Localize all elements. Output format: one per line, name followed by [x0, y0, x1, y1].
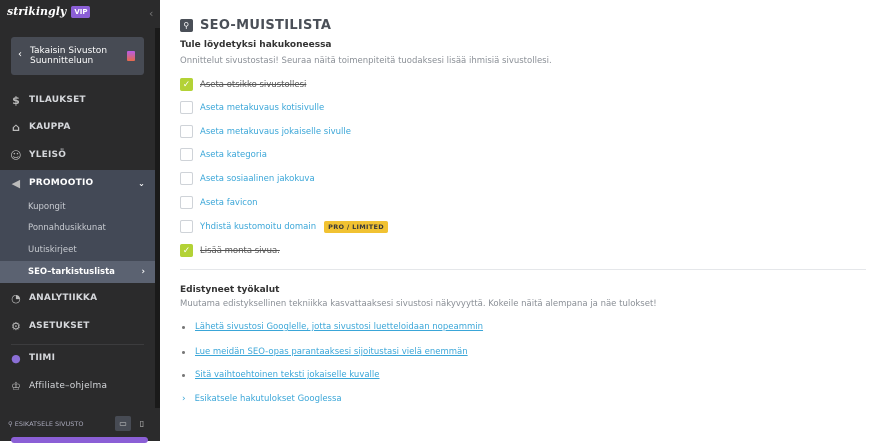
- sidebar-sub-kupongit[interactable]: Kupongit: [28, 202, 66, 212]
- sidebar-item-asetukset[interactable]: [0, 315, 155, 337]
- link-item: [182, 370, 380, 380]
- preview-row: [8, 416, 150, 431]
- submit-to-google-link[interactable]: Lähetä sivustosi Googlelle, jotta sivustosi luetteloidaan nopeammin: [195, 322, 484, 332]
- upgrade-button[interactable]: [11, 437, 148, 443]
- checklist-item: [180, 78, 306, 91]
- preview-google-toggle[interactable]: [182, 394, 342, 404]
- checkbox[interactable]: ✓: [180, 244, 193, 257]
- mobile-preview-icon[interactable]: ▯: [139, 419, 145, 428]
- label: YLEISÖ: [29, 150, 67, 160]
- checkbox[interactable]: [180, 125, 193, 138]
- label: TILAUKSET: [29, 95, 86, 105]
- label: ESIKATSELE SIVUSTO: [14, 419, 84, 428]
- megaphone-icon: ◀: [11, 176, 21, 190]
- sidebar: [0, 0, 160, 441]
- checklist-item: [180, 148, 267, 161]
- sidebar-sub-seo[interactable]: [0, 261, 155, 283]
- store-icon: ⌂: [11, 120, 21, 134]
- alt-text-link[interactable]: Sitä vaihtoehtoinen teksti jokaiselle kuvalle: [195, 370, 380, 380]
- checklist-label[interactable]: Aseta otsikko sivustollesi: [200, 79, 307, 90]
- sidebar-sub-uutiskirjeet[interactable]: Uutiskirjeet: [28, 245, 77, 255]
- checklist-label[interactable]: Aseta metakuvaus kotisivulle: [200, 102, 325, 113]
- bullet: [182, 326, 185, 329]
- label: PROMOOTIO: [29, 178, 94, 188]
- preview-site-button[interactable]: [8, 420, 112, 428]
- checklist-label[interactable]: Aseta sosiaalinen jakokuva: [200, 173, 315, 184]
- checkbox[interactable]: [180, 220, 193, 233]
- chevron-right-icon: ›: [141, 267, 145, 277]
- sidebar-item-promootio[interactable]: [0, 172, 155, 194]
- page-title: [180, 18, 331, 33]
- team-icon: ●: [11, 351, 21, 365]
- sidebar-item-tiimi[interactable]: [0, 347, 155, 369]
- desktop-preview-icon[interactable]: ▭: [115, 416, 131, 431]
- chevron-right-icon: ›: [182, 394, 186, 404]
- link-item: [182, 322, 483, 332]
- label: Esikatsele hakutulokset Googlessa: [194, 394, 342, 404]
- checklist-label[interactable]: Aseta kategoria: [200, 149, 267, 160]
- checkbox[interactable]: [180, 101, 193, 114]
- sidebar-item-affiliate[interactable]: [0, 375, 155, 397]
- label: TIIMI: [29, 353, 56, 363]
- title-text: SEO-MUISTILISTA: [200, 18, 332, 33]
- dollar-icon: $: [12, 93, 20, 107]
- checklist-item: [180, 172, 315, 185]
- advanced-description: Muutama edistyksellinen tekniikka kasvattaaksesi sivustosi näkyvyyttä. Kokeile näitä alempana ja näe tulokset!: [180, 299, 657, 309]
- label: KAUPPA: [29, 122, 71, 132]
- section-description: Onnittelut sivustostasi! Seuraa näitä toimenpiteitä tuodaksesi lisää ihmisiä sivustollesi.: [180, 56, 552, 66]
- seo-guide-link[interactable]: Lue meidän SEO-opas parantaaksesi sijoitustasi vielä enemmän: [195, 347, 468, 357]
- logo-row: [7, 5, 90, 18]
- gear-icon: ⚙: [10, 319, 22, 333]
- sidebar-item-yleiso[interactable]: [0, 144, 155, 166]
- page-icon: [127, 51, 135, 61]
- label: ASETUKSET: [29, 321, 90, 331]
- trophy-icon: ♔: [10, 379, 22, 393]
- checklist-item: [180, 244, 280, 257]
- checklist-label[interactable]: Lisää monta sivua.: [200, 245, 280, 256]
- collapse-sidebar-icon[interactable]: ‹: [149, 7, 154, 20]
- pro-badge: PRO / LIMITED: [324, 221, 388, 233]
- checkbox[interactable]: [180, 172, 193, 185]
- section-heading: Tule löydetyksi hakukoneessa: [180, 40, 332, 50]
- logo: strikingly: [7, 5, 67, 18]
- divider: [180, 269, 866, 270]
- checkbox[interactable]: ✓: [180, 78, 193, 91]
- search-icon: ⚲: [8, 419, 13, 428]
- main-content: [160, 0, 873, 441]
- checklist-item: [180, 220, 388, 233]
- sidebar-item-tilaukset[interactable]: [0, 89, 155, 111]
- back-label: Takaisin Sivuston Suunnitteluun: [30, 46, 108, 66]
- audience-icon: ☺: [10, 148, 22, 162]
- chevron-left-icon: ‹: [18, 49, 22, 60]
- checklist-item: [180, 125, 351, 138]
- sidebar-item-kauppa[interactable]: [0, 116, 155, 138]
- checklist-label[interactable]: Aseta favicon: [200, 197, 258, 208]
- checklist-item: [180, 196, 258, 209]
- link-item: [182, 347, 468, 357]
- checkbox[interactable]: [180, 196, 193, 209]
- label: Affiliate–ohjelma: [29, 381, 108, 391]
- sidebar-sub-ponnahdusikkunat[interactable]: Ponnahdusikkunat: [28, 223, 106, 233]
- checklist-label[interactable]: Aseta metakuvaus jokaiselle sivulle: [200, 126, 351, 137]
- bullet: [182, 374, 185, 377]
- label: SEO–tarkistuslista: [28, 267, 115, 277]
- checklist-label[interactable]: Yhdistä kustomoitu domain: [200, 221, 317, 232]
- checkbox[interactable]: [180, 148, 193, 161]
- divider: [11, 344, 144, 345]
- chevron-down-icon: ⌄: [138, 178, 145, 188]
- checklist-item: [180, 101, 324, 114]
- label: ANALYTIIKKA: [29, 293, 98, 303]
- advanced-heading: Edistyneet työkalut: [180, 285, 280, 295]
- back-to-editor-button[interactable]: [11, 37, 144, 75]
- sidebar-item-analytiikka[interactable]: [0, 287, 155, 309]
- bullet: [182, 351, 185, 354]
- seo-search-icon: ⚲: [180, 19, 193, 32]
- pie-chart-icon: ◔: [11, 291, 21, 305]
- vip-badge: VIP: [71, 6, 90, 18]
